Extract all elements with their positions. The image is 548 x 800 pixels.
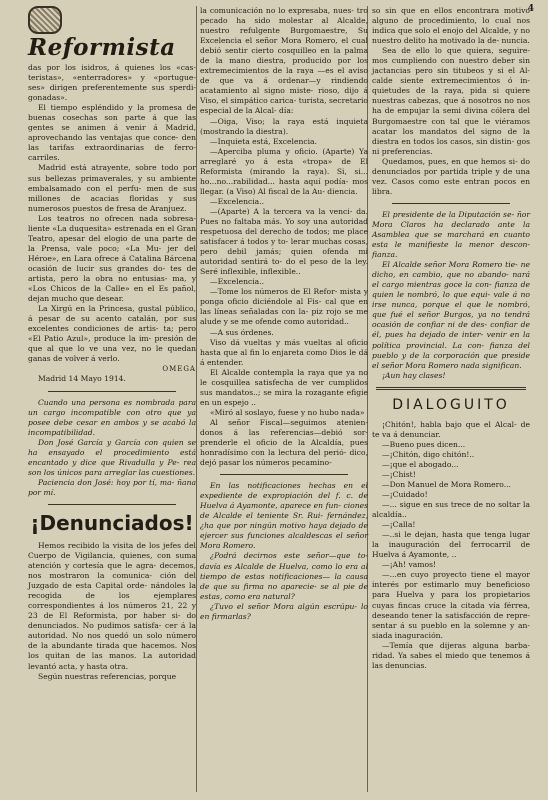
column-rule: [196, 6, 197, 792]
aphorism: ¿Tuvo el señor Mora algún escrúpu- lo en firmarlas?: [200, 601, 368, 621]
dialog-line: —¡Ah! vamos!: [382, 560, 437, 570]
signature: OMEGA: [162, 365, 196, 374]
paragraph: Madrid está atrayente, sobre todo por sus bellezas primaverales, y su ambiente embalsamado con el perfu- men de sus millones de acacias floridas y sus numerosos puestos de fresa de Aranjuez.: [28, 163, 196, 213]
aphorism: Paciencia don José: hoy por tí, ma- ñana por mí.: [28, 477, 196, 497]
divider: [48, 504, 176, 505]
paragraph: Sea de ello lo que quiera, seguire- mos cumpliendo con nuestro deber sin jactancias pero sin titubeos y si el Al- calde siente extremecimientos ó in- quietudes de la raya, pida si quiere nuestras cabezas, que á nosotros no nos ha de empujar la semi divina cólera del Burgomaestre con tal que le viéramos acatar los mandatos del signo de la diestra en todos los casos, sin distin- gos ni preferencias.: [372, 46, 530, 156]
paragraph: Quedamos, pues, en que hemos si- do denunciados por partida triple y de una vez. Casos como este entran pocos en libra.: [372, 156, 530, 196]
paragraph: El Alcalde contempla la raya que ya no le cosquillea satisfecha de ver cumplidos sus mandatos..; se mira la rozagante efigie en un espejo ..: [200, 367, 368, 407]
paragraph: —A sus órdenes.: [210, 327, 274, 337]
dialog-line: —Temía que dijeras alguna barba- ridad. Ya sabes el miedo que tenemos á las denuncias.: [372, 640, 530, 670]
column-3: [372, 6, 530, 671]
page-number: 4: [527, 4, 534, 14]
paragraph: —Inquieta está, Excelencia.: [210, 136, 317, 146]
paragraph: «Miró al soslayo, fuese y no hubo nada»: [210, 407, 365, 417]
divider: [392, 203, 510, 204]
paragraph: Hemos recibido la visita de los jefes del Cuerpo de Vigilancia, quienes, con suma atención y cortesía que le agra- decemos, nos mostraron la comunica- ción del Juzgado de esta Capital orde- nándoles la recogida de los ejemplares correspondientes á los números 21, 22 y 23 de El Reformista, por haber si- do denunciados. No pudimos satisfa- cer á la autoridad. No nos quedó un solo número de la abundante tirada que hacemos. Nos los quitan de las manos. La autoridad levantó acta, y hasta otra.: [28, 540, 196, 671]
paragraph: —Excelencia..: [210, 277, 265, 287]
aphorism: En las notificaciones hechas en el expediente de expropiación del f. c. de Huelva á Ayamonte, aparece en fun- ciones de Alcalde el teniente Sr. Rui- fernández, ¿ha que por ningún motivo haya dejado de ejercer sus funciones alcaldescas el señor Mora Romero.: [200, 481, 368, 551]
column-2: [200, 6, 368, 622]
dialog-line: —¡Chist!: [382, 469, 416, 479]
section-heading: ¡Denunciados!: [30, 510, 194, 535]
dialog-line: —Don Manuel de Mora Romero...: [382, 479, 511, 489]
paragraph: Según nuestras referencias, porque: [38, 671, 177, 681]
paragraph: —Aperciba pluma y oficio. (Aparte) Ya arreglaré yo á esta «tropa» de El Reformista (mirando la raya). Si, si... ho...no...rabilidad... hasta aquí podía- mos llegar. (a Viso) Al fiscal de la Au- diencia.: [200, 146, 368, 196]
paragraph: so sin que en ellos encontrara motivo alguno de procedimiento, lo cual nos indica que solo el enojo del Alcalde, y no nuestro delito ha motivado la de- nuncia.: [372, 6, 530, 46]
paragraph: El tiempo espléndido y la promesa de buenas cosechas son parte á que las gentes se animen á venir á Madrid, aprovechando las ventajas que conce- den las tarifas extraordinarias de ferro- carriles.: [28, 103, 196, 163]
paragraph: —(Aparte) A la tercera va la venci- da. Pues no faltaba más. Yo soy una autoridad respetuosa del derecho de todos; me place satisfacer á todos y to- lerar muchas cosas, pero debil jamás; quien ofenda mi autoridad sentirá to- do el peso de la ley. Seré inflexible, inflexible..: [200, 206, 368, 277]
paragraph: Al señor Fiscal—seguimos atenien- donos á las referencias—debió sor- prenderle el oficio de la Alcaldía, pues honradísimo con la lectura del perió- dico, dejó pasar los números pecamino-: [200, 417, 368, 468]
paragraph: Viso dá vueltas y más vueltas al oficio hasta que al fin lo enjareta como Dios le dá á entender.: [200, 337, 368, 367]
masthead-title: Reformista: [28, 34, 176, 61]
dialog-line: —¡Calla!: [382, 520, 416, 530]
aphorism: Cuando una persona es nombrada para un cargo incompatible con otro que ya posee debe cesar en ambos y se acabó la incompatibilidad.: [28, 397, 196, 437]
masthead-ornament-icon: [28, 6, 62, 34]
dialog-line: —¡que el abogado...: [382, 459, 459, 469]
dialog-line: —...en cuyo proyecto tiene el mayor interés por estimarlo muy beneficioso para Huelva y para los propietarios cuyas fincas cruce la citada vía férrea, deseando tener la satisfacción de repre- sentar á su pueblo en la solemne y an- siada inaguración.: [372, 570, 530, 640]
divider: [220, 474, 348, 475]
aphorism: ¿Podrá decirnos este señor—que to- davía es Alcalde de Huelva, como lo era al tiempo de estas notificaciones— la causa de que su firma no aparecie- se al pie de estas, como era natural?: [200, 551, 368, 601]
dialog-line: —..si le dejan, hasta que tenga lugar la inauguración del ferrocarril de Huelva á Ayamonte, ..: [372, 530, 530, 560]
dateline: Madrid 14 Mayo 1914.: [38, 374, 126, 384]
paragraph: das por los isidros, á quienes los «cas- teristas», «enterradores» y «portugue- ses» dirigen preferentemente sus sperdi- gonadas».: [28, 63, 196, 103]
aphorism: Don José García y García con quien se ha ensayado el procedimiento está encantado y dice que Rivadulla y Pe- rea son los únicos para arreglar las cuestiones.: [28, 437, 196, 477]
paragraph: La Xirgú en la Princesa, gustal público, á pesar de su acento catalán, por sus excelentes condiciones de artis- ta; pero «El Patio Azul», produce la im- presión de que al que lo ve una vez, no le quedan ganas de volver á verlo.: [28, 304, 196, 364]
aphorism: El Alcalde señor Mora Romero tie- ne dicho, en cambio, que no abando- nará el cargo mientras goce la con- fianza de quien le nombró, lo que equi- vale á no irse nunca, porque el que le nombró, que fué el señor Burgos, ya no tendrá ocasión de confiar ni de des- confiar de él, pues ha dejado de inter- venir en la política provincial. La con- fianza del pueblo y de la corporación que preside el señor Mora Romero nada significan.: [372, 260, 530, 370]
dialog-line: —Bueno pues dicen...: [382, 439, 466, 449]
column-1: [28, 6, 196, 682]
paragraph: —Tome los números de El Refor- mista y ponga oficio diciéndole al Fis- cal que en las líneas señaladas con la- piz rojo se me alude y se me ofende como autoridad..: [200, 287, 368, 327]
dialog-line: —¡Chitón, digo chitón!..: [382, 449, 475, 459]
paragraph: la comunicación no lo expresaba, nues- tro pecado ha sido molestar al Alcalde, nuestro refulgente Burgomaestre, Su Excelencia el señor Mora Romero, el cual debió sentir cierto cosquilleo en la palma de la mano diestra, producido por los extremecimientos de la raya —es el aviso de que va á ordenar—y rindiendo acatamiento al signo miste- rioso, dijo á Viso, el simpático carica- turista, secretario especial de la Alcal- día:: [200, 6, 368, 116]
paragraph: —Oiga, Viso; la raya está inquieta (mostrando la diestra).: [200, 116, 368, 136]
divider: [376, 387, 526, 390]
dialog-line: —¡Cuidado!: [382, 490, 428, 500]
dialog-line: ¡Chitón!, habla bajo que el Alcal- de te va á denunciar.: [372, 419, 530, 439]
masthead: [28, 6, 196, 61]
paragraph: —Excelencia..: [210, 196, 265, 206]
paragraph: Los teatros no ofrecen nada sobresa- liente «La duquesita» estrenada en el Gran Teatro, apesar del elogio de una parte de la Prensa, vale poco; «La Mu- jer del Héroe», en Lara ofrece á Catalina Bárcena ocasión de lucir sus grandes do- tes de artista, pero la obra no entusias- ma, y «Los Chicos de la Calle» en el Es pañol, dejan mucho que desear.: [28, 213, 196, 304]
section-heading: DIALOGUITO: [392, 396, 510, 413]
divider: [48, 391, 176, 392]
aphorism: El presidente de la Diputación se- ñor Mora Claros ha declarado ante la Asamblea que se marchará en cuanto esta le manifieste la menor descon- fianza.: [372, 209, 530, 260]
dialog-line: —... sigue en sus trece de no soltar la alcaldía..: [372, 500, 530, 520]
aphorism: ¡Aun hay clases!: [382, 370, 446, 380]
